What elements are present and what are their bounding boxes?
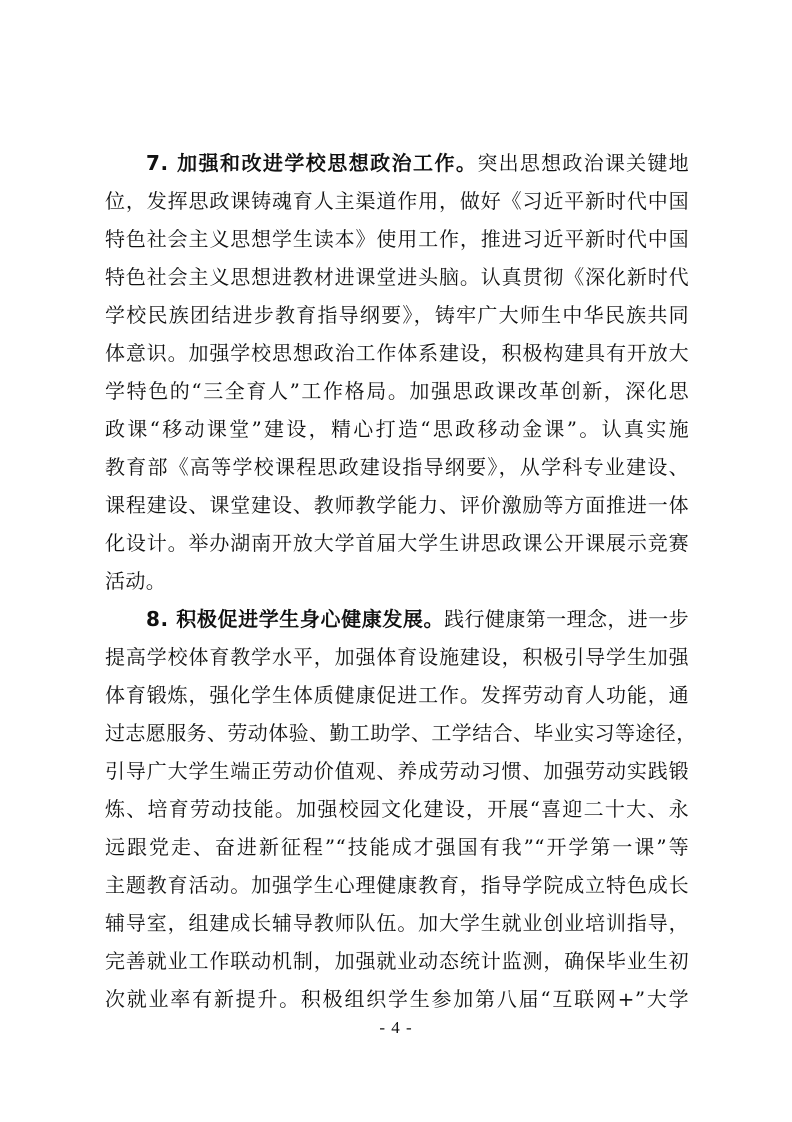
section-7-line-2: 位，发挥思政课铸魂育人主渠道作用，做好《习近平新时代中国: [105, 189, 689, 213]
section-7-line-10: 课程建设、课堂建设、教师教学能力、评价激励等方面推进一体: [105, 493, 689, 517]
section-7-line-1-text: 突出思想政治课关键地: [477, 151, 689, 175]
section-7-line-4: 特色社会主义思想进教材进课堂进头脑。认真贯彻《深化新时代: [105, 265, 689, 289]
section-8-line-8: 主题教育活动。加强学生心理健康教育，指导学院成立特色成长: [105, 873, 689, 897]
section-8-line-2: 提高学校体育教学水平，加强体育设施建设，积极引导学生加强: [105, 645, 689, 669]
section-7-line-11: 化设计。举办湖南开放大学首届大学生讲思政课公开课展示竞赛: [105, 531, 689, 555]
page-number: - 4 -: [379, 1018, 413, 1037]
section-7-line-5: 学校民族团结进步教育指导纲要》，铸牢广大师生中华民族共同: [105, 303, 689, 327]
section-8-line-6: 炼、培育劳动技能。加强校园文化建设，开展“喜迎二十大、永: [105, 797, 689, 821]
section-8-line-11: 次就业率有新提升。积极组织学生参加第八届“互联网+”大学: [105, 987, 689, 1011]
section-7-line-9: 教育部《高等学校课程思政建设指导纲要》，从学科专业建设、: [105, 455, 689, 479]
section-8-line-1-text: 践行健康第一理念，进一步: [444, 607, 689, 631]
section-8-line-7: 远跟党走、奋进新征程”“技能成才强国有我”“开学第一课”等: [105, 835, 689, 859]
section-8-line-10: 完善就业工作联动机制，加强就业动态统计监测，确保毕业生初: [105, 949, 689, 973]
section-8-heading: 8. 积极促进学生身心健康发展。: [146, 607, 445, 631]
section-7-line-8: 政课“移动课堂”建设，精心打造“思政移动金课”。认真实施: [105, 417, 689, 441]
section-8-line-3: 体育锻炼，强化学生体质健康促进工作。发挥劳动育人功能，通: [105, 683, 689, 707]
section-8-line-9: 辅导室，组建成长辅导教师队伍。加大学生就业创业培训指导，: [105, 911, 689, 935]
section-7-line-1: [146, 148, 689, 178]
section-8-line-1: [146, 604, 689, 634]
section-8-line-5: 引导广大学生端正劳动价值观、养成劳动习惯、加强劳动实践锻: [105, 759, 689, 783]
section-7-heading: 7. 加强和改进学校思想政治工作。: [146, 151, 478, 175]
section-7-line-7: 学特色的“三全育人”工作格局。加强思政课改革创新，深化思: [105, 379, 689, 403]
section-8-line-4: 过志愿服务、劳动体验、勤工助学、工学结合、毕业实习等途径，: [105, 721, 697, 745]
section-7-line-3: 特色社会主义思想学生读本》使用工作，推进习近平新时代中国: [105, 227, 689, 251]
section-7-line-12: 活动。: [105, 569, 167, 593]
section-7-line-6: 体意识。加强学校思想政治工作体系建设，积极构建具有开放大: [105, 341, 689, 365]
